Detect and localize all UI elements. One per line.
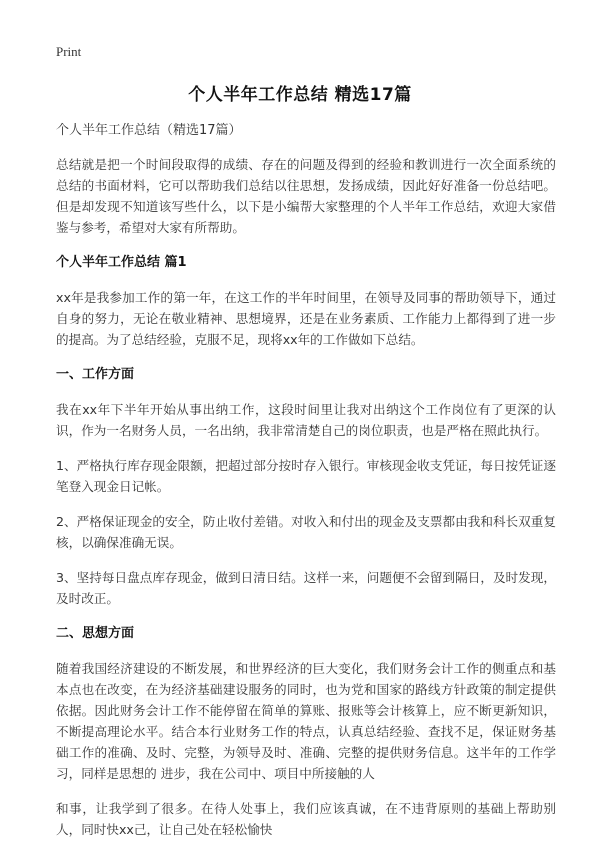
thought-paragraph: 随着我国经济建设的不断发展，和世界经济的巨大变化，我们财务会计工作的侧重点和基本点也在改变，在为经济基础建设服务的同时，也为党和国家的路线方针政策的制定提供依据。因此财务会计工作不能停留在简单的算账、报账等会计核算上，应不断更新知识，不断提高理论水平。结合本行业财务工作的特点，认真总结经验、查找不足，保证财务基础工作的准确、及时、完整，为领导及时、准确、完整的提供财务信息。这半年的工作学习，同样是思想的 进步，我在公司中、项目中所接触的人	[56, 661, 556, 781]
section-heading: 个人半年工作总结 篇1	[56, 255, 187, 270]
thought-heading: 二、思想方面	[56, 626, 135, 641]
print-link[interactable]: Print	[56, 44, 82, 59]
intro-paragraph: 总结就是把一个时间段取得的成绩、存在的问题及得到的经验和教训进行一次全面系统的总结的书面材料，它可以帮助我们总结以往思想，发扬成绩，因此好好准备一份总结吧。但是却发现不知道该写些什么，以下是小编帮大家整理的个人半年工作总结，欢迎大家借鉴与参考，希望对大家有所帮助。	[56, 157, 556, 235]
list-item: 3、坚持每日盘点库存现金，做到日清日结。这样一来，问题便不会留到隔日，及时发现，及时改正。	[56, 570, 556, 606]
article-subtitle: 个人半年工作总结（精选17篇）	[56, 123, 242, 138]
work-heading: 一、工作方面	[56, 367, 135, 382]
continued-paragraph: 和事，让我学到了很多。在待人处事上，我们应该真诚，在不违背原则的基础上帮助别人，同时快xx己，让自己处在轻松愉快	[56, 801, 556, 837]
list-item: 2、严格保证现金的安全，防止收付差错。对收入和付出的现金及支票都由我和科长双重复核，以确保准确无误。	[56, 514, 556, 550]
list-item: 1、严格执行库存现金限额，把超过部分按时存入银行。审核现金收支凭证，每日按凭证逐笔登入现金日记帐。	[56, 458, 556, 494]
page-title: 个人半年工作总结 精选17篇	[188, 85, 412, 105]
section-paragraph: xx年是我参加工作的第一年，在这工作的半年时间里，在领导及同事的帮助领导下，通过自身的努力，无论在敬业精神、思想境界，还是在业务素质、工作能力上都得到了进一步的提高。为了总结经验，克服不足，现将xx年的工作做如下总结。	[56, 290, 556, 347]
article-body	[56, 120, 556, 852]
work-paragraph: 我在xx年下半年开始从事出纳工作，这段时间里让我对出纳这个工作岗位有了更深的认识，作为一名财务人员，一名出纳，我非常清楚自己的岗位职责，也是严格在照此执行。	[56, 402, 556, 438]
